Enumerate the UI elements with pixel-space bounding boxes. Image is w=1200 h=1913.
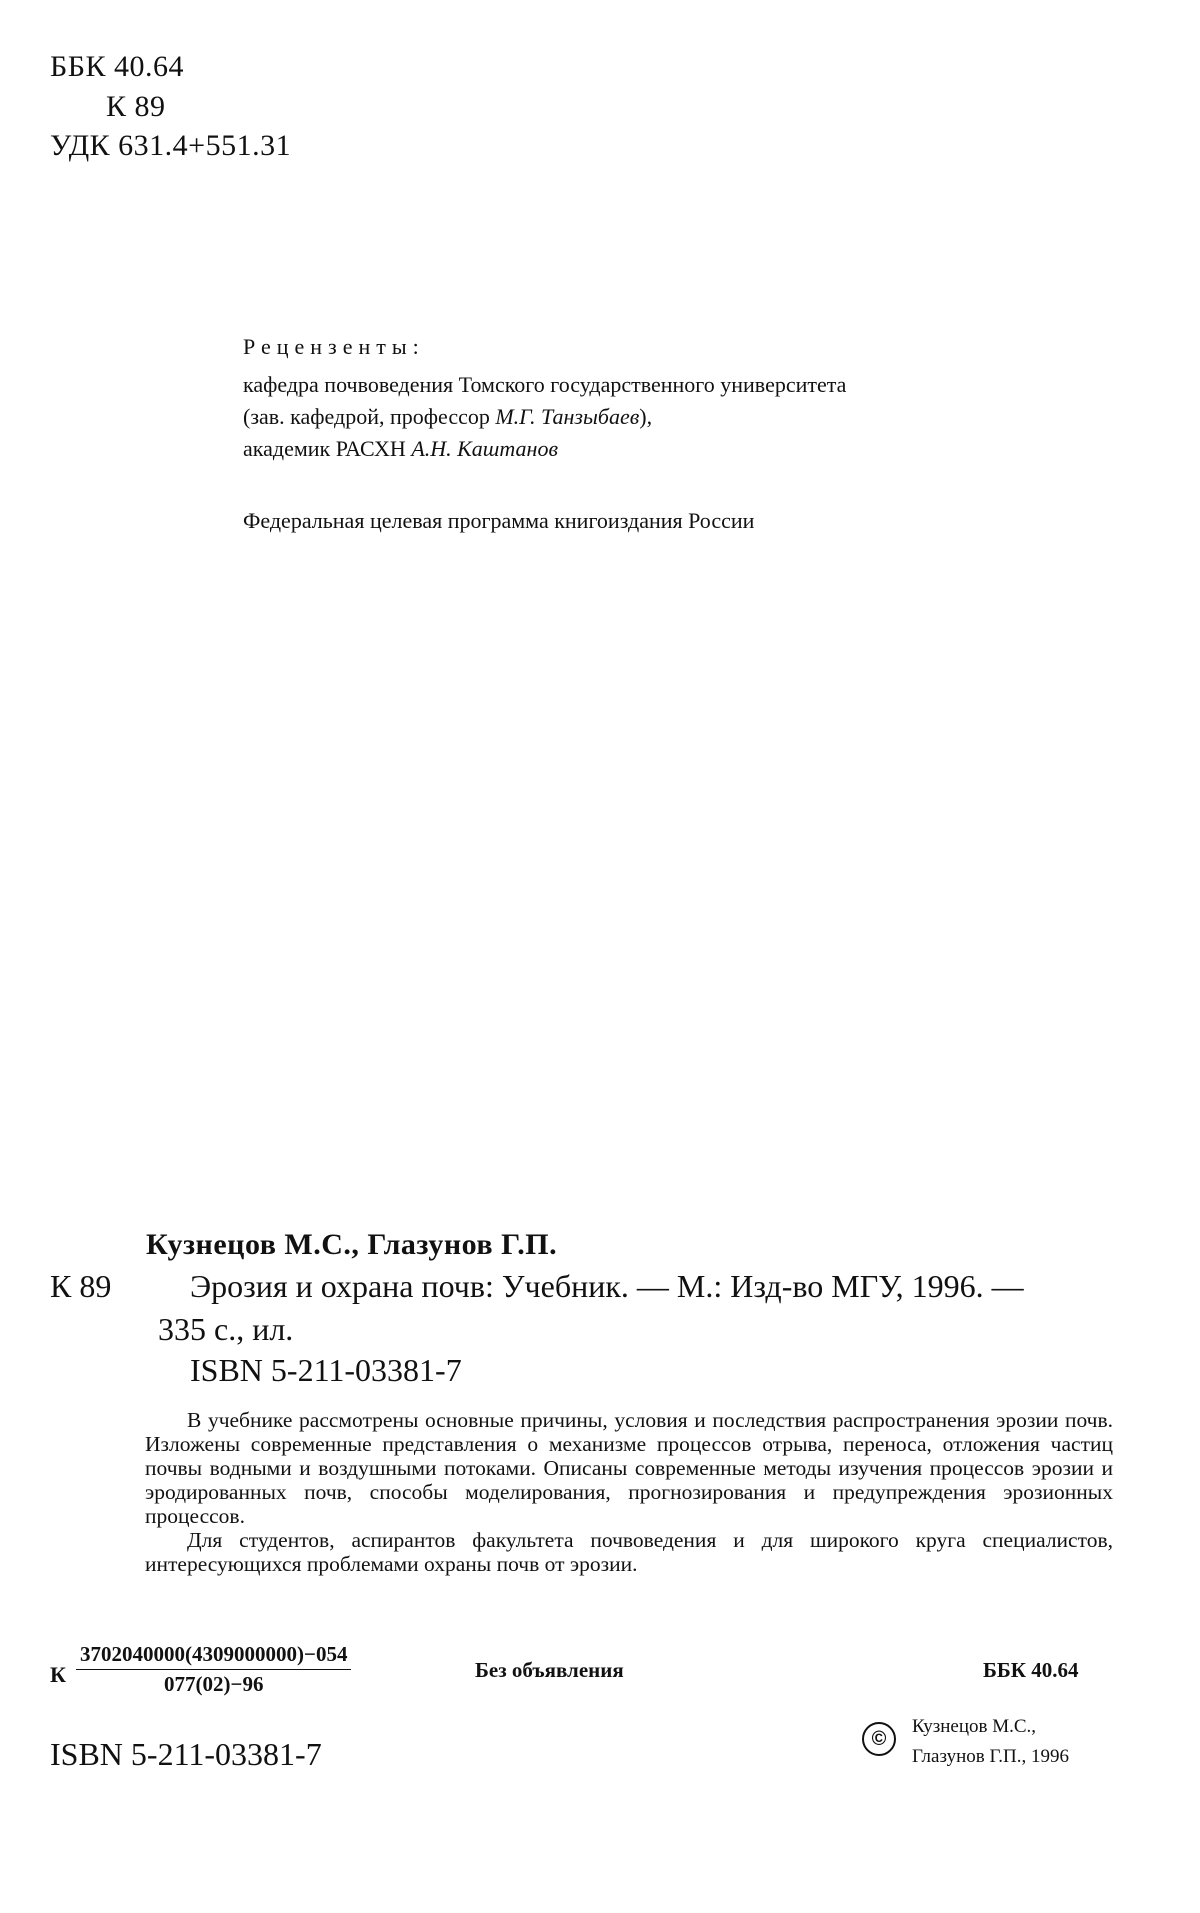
card-pages: 335 с., ил.: [158, 1311, 294, 1347]
card-authors: Кузнецов М.С., Глазунов Г.П.: [146, 1228, 558, 1261]
reviewers-line-2-start: (зав. кафедрой, профессор: [243, 404, 496, 429]
index-letter: К: [50, 1662, 66, 1687]
reviewers-line-3-start: академик РАСХН: [243, 436, 412, 461]
reviewers-line-2: [243, 404, 652, 430]
card-abstract: [145, 1408, 1113, 1576]
reviewer-name-1: М.Г. Танзыбаев: [495, 404, 640, 429]
reviewers-line-3: [243, 436, 558, 462]
card-title-line: Эрозия и охрана почв: Учебник. — М.: Изд-во МГУ, 1996. —: [190, 1268, 1024, 1304]
card-isbn: ISBN 5-211-03381-7: [190, 1352, 462, 1388]
program-note: Федеральная целевая программа книгоиздания России: [243, 508, 755, 533]
copyright-line-2: Глазунов Г.П., 1996: [912, 1746, 1070, 1767]
reviewers-line-1: кафедра почвоведения Томского государственного университета: [243, 372, 847, 397]
udk-code: УДК 631.4+551.31: [50, 129, 292, 162]
index-denominator: 077(02)−96: [164, 1672, 264, 1696]
reviewers-title: Рецензенты:: [243, 334, 425, 359]
index-bbk: ББК 40.64: [983, 1658, 1079, 1682]
copyright-line-1: Кузнецов М.С.,: [912, 1716, 1037, 1737]
index-fraction: [76, 1642, 351, 1697]
copyright-icon: ©: [862, 1722, 896, 1756]
footer-isbn: ISBN 5-211-03381-7: [50, 1736, 322, 1772]
abstract-paragraph-1: В учебнике рассмотрены основные причины, условия и последствия распространения эрозии почв. Изложены современные представления о механизме процессов отрыва, переноса, отложения частиц почвы водными и воздушными потоками. Описаны современные методы изучения процессов эрозии и эродированных почв, способы моделирования, прогнозирования и предупреждения эрозионных процессов.: [145, 1408, 1113, 1528]
author-mark: К 89: [106, 90, 166, 123]
reviewers-line-2-end: ),: [639, 404, 653, 429]
bbk-code: ББК 40.64: [50, 50, 184, 83]
reviewer-name-2: А.Н. Каштанов: [411, 436, 558, 461]
abstract-paragraph-2: Для студентов, аспирантов факультета почвоведения и для широкого круга специалистов, интересующихся проблемами охраны почв от эрозии.: [145, 1528, 1113, 1576]
index-numerator: 3702040000(4309000000)−054: [76, 1642, 351, 1670]
index-note: Без объявления: [475, 1658, 624, 1682]
card-code: К 89: [50, 1268, 112, 1304]
